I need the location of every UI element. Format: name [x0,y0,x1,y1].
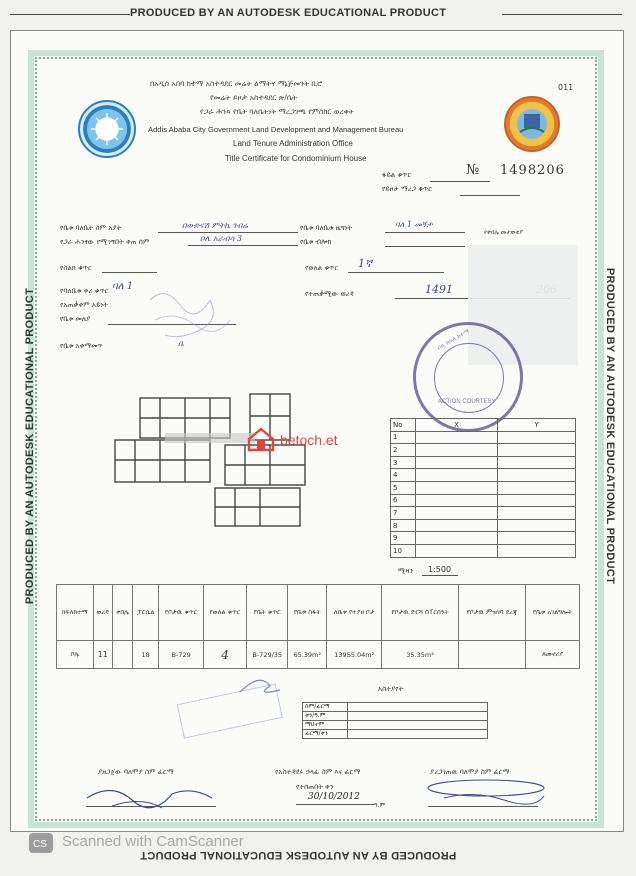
parcel-header: የወለል ቁጥር [204,585,247,641]
table-row: 9 [391,532,576,545]
verifier-signature-line [428,806,538,807]
building-value: ባለ 1 [112,281,134,292]
verifier-signature-icon [424,776,554,806]
purpose-label: የአጠቃቀም አይነት [60,301,108,309]
parcel-header: የቤቱ ስፋት [288,585,327,641]
preparer-signature-line [86,806,216,807]
table-row: 1 [391,431,576,444]
address-label: የባለቤቱ ቀሪ ቁጥር [60,287,109,295]
watermark-bottom: PRODUCED BY AN AUTODESK EDUCATIONAL PRODUCT [140,849,457,861]
table-row: ፊርማ/ቀን [303,730,488,739]
faint-stamp-icon [170,672,290,742]
table-row: 8 [391,519,576,532]
subcity-line [188,245,298,246]
table-row: 5 [391,481,576,494]
site-watermark-logo: betoch.et [280,432,338,448]
parcel-header: የቦታዉ ድርሻ በፐርሰንት [382,585,458,641]
phone-label: የስልክ ቁጥር [60,264,92,272]
watermark-top: PRODUCED BY AN AUTODESK EDUCATIONAL PRODUCT [130,7,447,19]
parcel-info-table [56,584,580,669]
building-label: የቤቱ መለያ [60,315,91,323]
house-logo-icon [246,426,276,452]
coord-header-x: X [416,419,498,432]
watermark-rule-right [502,14,622,15]
subcity-label: የጋራ ሕንፃው የሚገኝበት ቀጠ ሰም [60,238,150,246]
bureau-emblem-icon [504,96,560,152]
house-number-value: 1ኛ [358,257,372,270]
header-amharic-3: የጋራ ሕንጻ የቤት ባለቤትነት ማረጋገጫ የምስክር ወረቀት [200,107,354,116]
table-row: 6 [391,494,576,507]
issue-date-suffix: ዓ.ም [374,802,386,809]
table-row: ቀን/ዓ.ም [303,712,488,721]
owner-label: የቤቱ ባለቤት ስም አያት [60,224,122,232]
preparer-signature-label: ያዘጋጀው ባለሞያ ስም ፊርማ [98,768,174,776]
issue-date-label: የተሰጠበት ቀን [296,783,334,791]
parcel-header: ወረዳ [93,585,112,641]
issue-date-line [296,804,374,805]
remark-label: የቤቱ አቀማመጥ [60,342,103,350]
table-row: ስም/ፊርማ [303,703,488,712]
nationality-line [385,232,465,233]
header-amharic-1: በአዲስ አበባ ከተማ አስተዳደር መሬት ልማትና ማኔጅመንት ቢሮ [150,79,323,88]
map-number-line [460,195,520,196]
parcel-header: የቦታዉ ቁጥር [159,585,204,641]
parcel-header: ክፍለከተማ [57,585,94,641]
certificate-number: 1498206 [500,163,565,178]
remark-value: ቤ [178,339,185,348]
house-number-line [348,272,444,273]
header-english-1: Addis Ababa City Government Land Development and Management Bureau [148,125,404,134]
watermark-left: PRODUCED BY AN AUTODESK EDUCATIONAL PRODUCT [24,287,36,605]
parcel-header: የቤት ቁጥር [247,585,288,641]
nationality-label: የቤቱ ባለቤቱ ዜግነት [300,224,353,232]
parcel-header: የቤቱ አገልግሎት [526,585,580,641]
page-code: 011 [558,83,574,92]
subcity-value: ቦሌ አራብሳ 3 [200,234,242,243]
camscanner-logo-icon [28,832,54,854]
official-stamp-icon [413,322,523,432]
camscanner-watermark: Scanned with CamScanner [62,833,244,850]
parcel-header: ቀበሌ [112,585,132,641]
stamp-label: ቦሌ ክፍለ ከተማ [436,327,471,352]
preparer-signature-icon [82,776,222,814]
coord-header-no: No [391,419,416,432]
owner-value: በውድናሽ ምትኬ ገብሬ [182,221,248,230]
wereda-label: የተጠቃሚው ወረዳ [305,290,354,298]
floor-line [385,246,465,247]
table-row: ማህተም [303,721,488,730]
header-amharic-2: የመሬት ይዞታ አስተዳደር ጽ/ቤት [210,93,298,102]
parcel-header: ፓርሴል [133,585,159,641]
scale-line [422,575,458,576]
nationality-value: ባለ 1 መኝታ [395,220,433,229]
phone-line [102,272,157,273]
header-english-2: Land Tenure Administration Office [233,139,353,148]
house-number-label: የወለል ቁጥር [305,264,339,272]
coordinate-table [390,418,576,558]
table-row: 7 [391,507,576,520]
file-number-line [430,181,490,182]
floor-label: የቤቱ ብሎክ [300,238,332,246]
coord-header-y: Y [498,419,576,432]
remarks-title: አስተያየት [378,685,404,693]
table-row: 3 [391,456,576,469]
scale-value: 1:500 [428,565,452,574]
header-english-3: Title Certificate for Condominium House [225,154,367,163]
table-row: 4 [391,469,576,482]
certificate-number-label: № [466,162,480,178]
table-row: ቦሌ 11 18 B-729 4 B-729/35 65.39m² 13955.04m² 35.35m² ለመኖሪያ [57,641,580,669]
table-row: 2 [391,444,576,457]
map-number-label: የይዞታ ማረጋ ቁጥር [382,185,433,193]
handwritten-scribble-icon [145,280,235,350]
watermark-rule-left [10,14,130,15]
issue-date-value: 30/10/2012 [308,792,360,802]
administrator-signature-label: የአስተዳደሩ ኃላፊ ስም እና ፊርማ [275,768,361,776]
id-label: የቀበሌ መታወቂያ [484,229,523,236]
verifier-signature-label: ያረጋገጠዉ ባለሞያ ስም ፊርማ [430,768,510,776]
watermark-right: PRODUCED BY AN AUTODESK EDUCATIONAL PRODUCT [604,267,616,585]
svg-text:CS: CS [33,839,47,850]
parcel-header: የቦታዉ ምዝገባ ደረጃ [458,585,526,641]
city-seal-icon [78,100,136,158]
table-row: 10 [391,544,576,557]
stamp-text: ACTION COURTESY [438,399,496,405]
remarks-table [302,702,488,739]
file-number-label: ፋይል ቁጥር [382,171,412,179]
address-value: 1491 [425,283,453,296]
parcel-header: ለቤቱ የተያዘ ቦታ [327,585,382,641]
floor-plan-diagram [110,390,310,540]
scale-label: ሚዛን [398,567,413,575]
owner-line [158,232,298,233]
